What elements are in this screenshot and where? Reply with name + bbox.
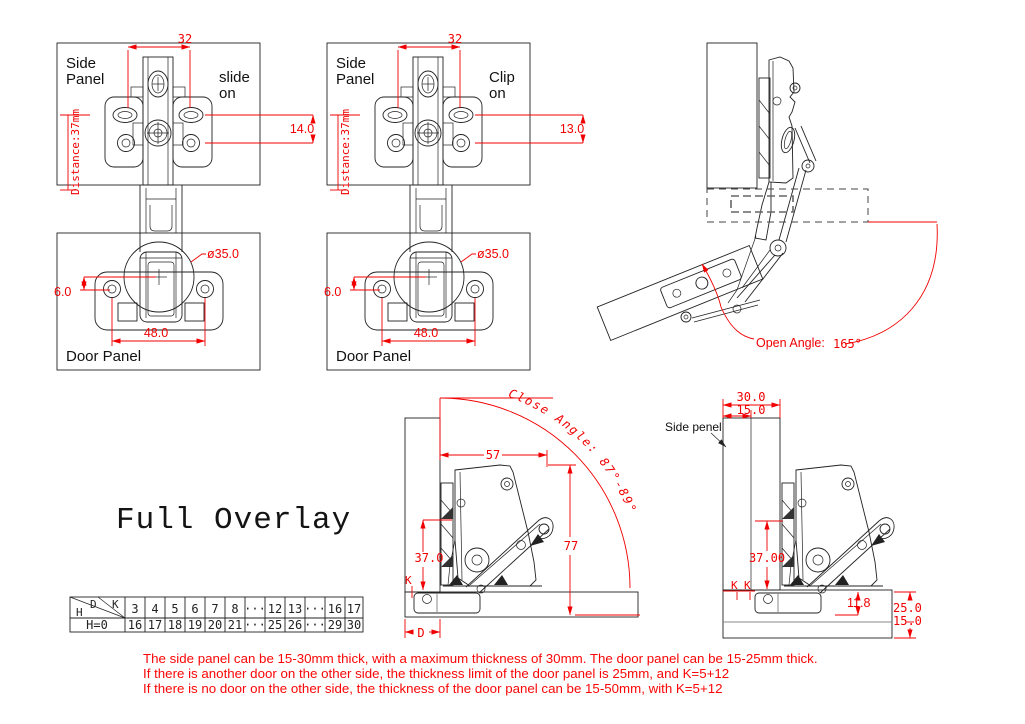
- table-h-row: [128, 618, 361, 632]
- dim-distance-37: Distance:37mm: [69, 108, 82, 196]
- note-line: If there is no door on the other side, the thickness of the door panel can be 15-50mm, with K=5+12: [143, 680, 723, 696]
- door-panel-label: Door Panel: [66, 348, 142, 365]
- open-angle-value: 165°: [833, 337, 862, 351]
- table-cell: 17: [346, 602, 362, 616]
- dim-arm-depth-57: 57: [485, 448, 501, 462]
- mount-type-label-line1: slide: [219, 69, 250, 86]
- table-cell: 8: [231, 602, 239, 616]
- dim-height-77: 77: [563, 539, 579, 553]
- table-cell: 16: [127, 618, 143, 632]
- table-cell: ···: [304, 602, 326, 616]
- dim-cup-depth: 11.8: [847, 596, 871, 610]
- table-cell: 17: [147, 618, 163, 632]
- table-cell: 7: [211, 602, 219, 616]
- dim-cam-height: 37.00: [748, 551, 786, 565]
- table-cell: 6: [191, 602, 199, 616]
- table-cell: 26: [287, 618, 303, 632]
- close-angle-view: [405, 385, 643, 640]
- open-angle-label: Open Angle:: [756, 336, 825, 350]
- dim-edge-offset: 6.0: [324, 285, 342, 299]
- dim-cup-diameter: ø35.0: [477, 247, 509, 261]
- table-corner-d: D: [90, 598, 97, 611]
- svg-text:Close Angle: 87°-89°: [507, 386, 640, 515]
- table-k-row: [131, 602, 361, 616]
- table-cell: 5: [171, 602, 179, 616]
- dim-hole-offset: 14.0: [289, 122, 315, 136]
- k-gap-label: K: [405, 574, 412, 587]
- table-row-label: H=0: [86, 618, 108, 632]
- side-panel-label: Side penel: [665, 420, 722, 434]
- table-cell: 18: [167, 618, 183, 632]
- table-cell: 19: [187, 618, 203, 632]
- side-panel-label-line2: Panel: [66, 71, 105, 88]
- table-cell: 3: [131, 602, 139, 616]
- dim-distance-37: Distance:37mm: [339, 108, 352, 196]
- table-cell: 29: [327, 618, 343, 632]
- dim-door-min: 15.0: [893, 614, 922, 628]
- page-title: Full Overlay: [116, 503, 352, 538]
- table-cell: 16: [327, 602, 343, 616]
- dim-cup-diameter: ø35.0: [207, 247, 239, 261]
- mount-type-label-line2: on: [489, 85, 506, 102]
- table-cell: ···: [244, 602, 266, 616]
- k-gap-label-1: K: [731, 579, 738, 592]
- table-cell: 20: [207, 618, 223, 632]
- open-angle-view: [597, 43, 937, 351]
- dim-edge-offset: 6.0: [54, 285, 72, 299]
- table-cell: 13: [287, 602, 303, 616]
- dim-hole-span: 48.0: [413, 326, 439, 340]
- note-line: The side panel can be 15-30mm thick, with a maximum thickness of 30mm. The door panel can be 15-25mm thick.: [143, 651, 818, 666]
- table-cell: 4: [151, 602, 159, 616]
- side-panel-label-line1: Side: [336, 55, 367, 72]
- table-corner-k: K: [112, 598, 119, 611]
- door-panel-view-left: [54, 233, 260, 370]
- door-panel-label: Door Panel: [336, 348, 412, 365]
- dim-panel-min: 15.0: [736, 403, 766, 417]
- side-panel-label-line2: Panel: [336, 71, 375, 88]
- hk-table: [70, 597, 363, 632]
- door-panel-view-right: [324, 233, 530, 370]
- table-cell: 21: [227, 618, 243, 632]
- table-cell: 25: [267, 618, 283, 632]
- table-cell: ···: [304, 618, 326, 632]
- dim-hole-span: 48.0: [143, 326, 169, 340]
- slide-on-view: [57, 32, 314, 233]
- dim-panel-thickness-d: D: [417, 626, 425, 640]
- dim-hole-offset: 13.0: [559, 122, 585, 136]
- table-cell: 30: [346, 618, 362, 632]
- note-line: If there is another door on the other side, the thickness limit of the door panel is 25mm, and K=5+12: [143, 665, 730, 681]
- notes-block: [143, 652, 903, 697]
- dim-width-32: 32: [447, 32, 463, 46]
- k-gap-label-2: K: [744, 579, 751, 592]
- side-panel-label-line1: Side: [66, 55, 97, 72]
- close-angle-curved-text: Close Angle: 87°-89°: [506, 386, 640, 516]
- dim-panel-max: 30.0: [736, 390, 766, 404]
- table-cell: ···: [244, 618, 266, 632]
- table-corner-h: H: [76, 606, 83, 619]
- mount-type-label-line1: Clip: [489, 69, 515, 86]
- clip-on-view: [327, 32, 584, 233]
- dim-cam-height: 37.0: [414, 551, 444, 565]
- mount-type-label-line2: on: [219, 85, 236, 102]
- table-cell: 12: [267, 602, 283, 616]
- dim-width-32: 32: [177, 32, 193, 46]
- dim-door-max: 25.0: [893, 601, 922, 615]
- mounted-section-view: [665, 390, 922, 638]
